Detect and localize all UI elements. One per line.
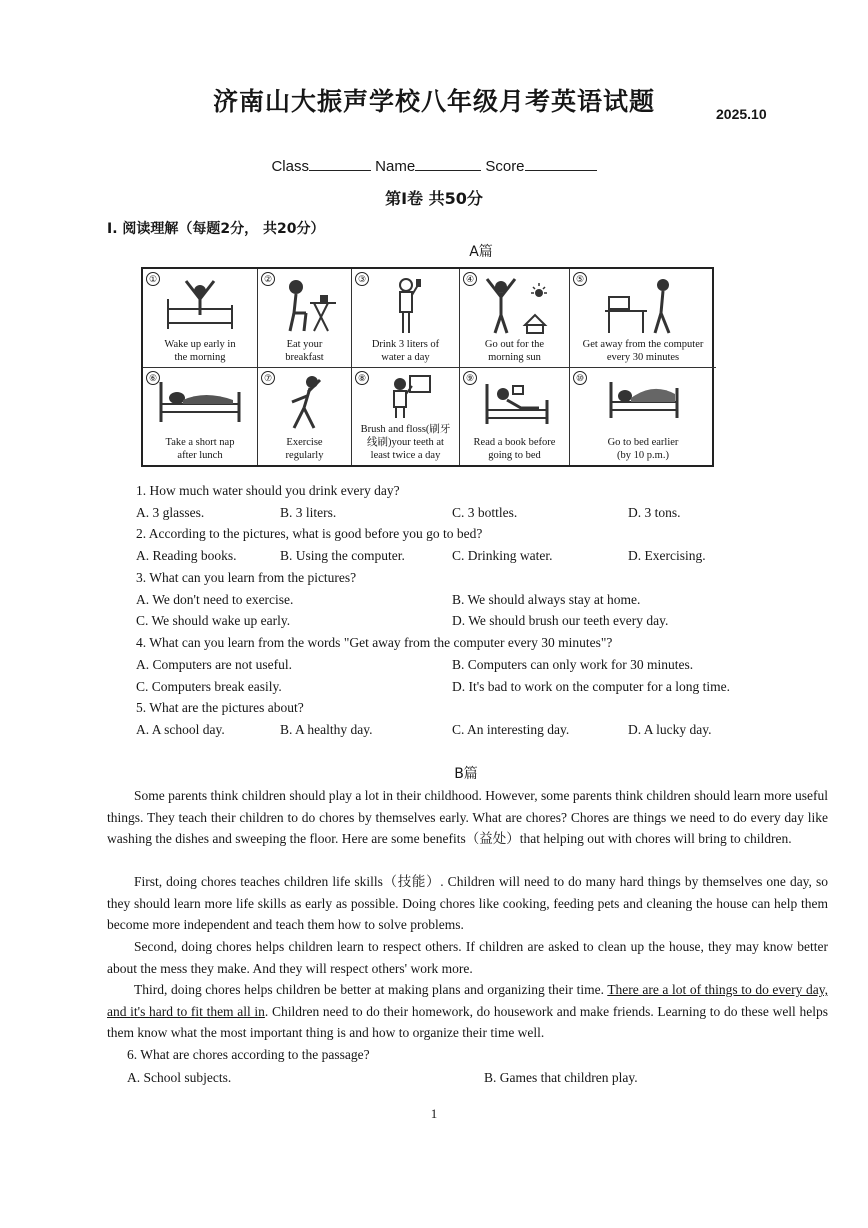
passage-b-paragraph-1: Some parents think children should play a lot in their childhood. However, some parents think children should learn more useful things. They teach their children to do chores by themselves early. What are chores? Chores are things we need to do every day like washing the dishes and sweeping the floor. Here are some benefits（益处）that helping out with chores will bring to children. xyxy=(107,788,828,847)
eating-person-icon xyxy=(270,275,340,335)
exam-title: 济南山大振声学校八年级月考英语试题 xyxy=(212,87,655,116)
picture-cell-8 xyxy=(352,368,460,465)
picture-cell-9 xyxy=(460,368,570,465)
passage-a-title: A篇 xyxy=(469,244,493,260)
underlined-sentence: There are a lot of things to do every day, and it's hard to fit them all in xyxy=(107,982,828,1019)
score-field[interactable] xyxy=(525,156,597,171)
name-label: Name xyxy=(375,158,416,175)
option[interactable]: C. Drinking water. xyxy=(452,548,553,563)
sunshine-person-icon xyxy=(477,275,553,335)
sleeping-in-bed-icon xyxy=(603,374,683,420)
option[interactable]: C. An interesting day. xyxy=(452,722,570,737)
picture-cell-6 xyxy=(143,368,258,465)
picture-number: ④ xyxy=(463,272,477,286)
passage-b-paragraph-3: Second, doing chores helps children learn to respect others. If children are asked to clean up the house, they may know better about the mess they make. And they will respect others' work more. xyxy=(107,939,828,976)
picture-number: ⑧ xyxy=(355,371,369,385)
picture-caption: Go out for the morning sun xyxy=(484,339,545,363)
page-number: 1 xyxy=(430,1106,438,1121)
picture-caption: Exercise regularly xyxy=(285,437,324,461)
question-1-stem: 1. How much water should you drink every day? xyxy=(136,483,400,498)
picture-number: ② xyxy=(261,272,275,286)
picture-caption: Eat your breakfast xyxy=(285,339,324,363)
exercising-person-icon xyxy=(280,374,330,430)
brushing-teeth-icon xyxy=(376,374,436,418)
volume-heading: 第I卷 共50分 xyxy=(385,189,483,208)
option[interactable]: B. 3 liters. xyxy=(280,505,337,520)
computer-desk-icon xyxy=(603,275,683,335)
option[interactable]: B. A healthy day. xyxy=(280,722,373,737)
passage-b-paragraph-4: Third, doing chores helps children be better at making plans and organizing their time. There are a lot of things to do every day, and it's hard to fit them all in. Children need to do their homework, do housework and make friends. Learning to do these well helps them know what the most important thing is and how to organize their time well. xyxy=(107,982,828,1041)
option[interactable]: C. Computers break easily. xyxy=(136,679,282,694)
question-3-stem: 3. What can you learn from the pictures? xyxy=(136,570,357,585)
picture-cell-5 xyxy=(570,269,716,368)
class-label: Class xyxy=(271,158,309,175)
picture-number: ⑨ xyxy=(463,371,477,385)
score-label: Score xyxy=(485,158,525,175)
reading-in-bed-icon xyxy=(477,374,553,428)
picture-caption: Read a book before going to bed xyxy=(473,437,556,461)
picture-cell-2 xyxy=(258,269,352,368)
exam-date: 2025.10 xyxy=(716,106,767,122)
option[interactable]: D. 3 tons. xyxy=(628,505,681,520)
option[interactable]: A. A school day. xyxy=(136,722,225,737)
name-field[interactable] xyxy=(415,156,481,171)
picture-number: ① xyxy=(146,272,160,286)
option[interactable]: A. School subjects. xyxy=(127,1070,232,1085)
picture-grid xyxy=(141,267,714,467)
class-field[interactable] xyxy=(309,156,371,171)
picture-caption: Go to bed earlier (by 10 p.m.) xyxy=(607,437,679,461)
picture-number: ⑤ xyxy=(573,272,587,286)
question-4-stem: 4. What can you learn from the words "Get away from the computer every 30 minutes"? xyxy=(136,635,613,650)
section-heading: I. 阅读理解（每题2分， 共20分） xyxy=(107,221,325,237)
picture-caption: Get away from the computer every 30 minutes xyxy=(582,339,704,363)
picture-cell-4 xyxy=(460,269,570,368)
option[interactable]: B. Using the computer. xyxy=(280,548,405,563)
picture-number: ⑩ xyxy=(573,371,587,385)
option[interactable]: C. 3 bottles. xyxy=(452,505,518,520)
drinking-person-icon xyxy=(376,275,436,335)
option[interactable]: D. A lucky day. xyxy=(628,722,712,737)
picture-caption: Brush and floss(刷牙 线刷)your teeth at least twice a day xyxy=(360,424,451,461)
picture-cell-1 xyxy=(143,269,258,368)
question-5-stem: 5. What are the pictures about? xyxy=(136,700,304,715)
option[interactable]: A. Reading books. xyxy=(136,548,237,563)
option[interactable]: B. Games that children play. xyxy=(484,1070,638,1085)
option[interactable]: D. We should brush our teeth every day. xyxy=(452,613,669,628)
picture-caption: Wake up early in the morning xyxy=(164,339,236,363)
option[interactable]: D. It's bad to work on the computer for a long time. xyxy=(452,679,730,694)
passage-b-title: B篇 xyxy=(454,766,478,782)
question-2-stem: 2. According to the pictures, what is good before you go to bed? xyxy=(136,526,483,541)
option[interactable]: C. We should wake up early. xyxy=(136,613,291,628)
picture-cell-3 xyxy=(352,269,460,368)
picture-cell-10 xyxy=(570,368,716,465)
option[interactable]: B. We should always stay at home. xyxy=(452,592,641,607)
picture-caption: Drink 3 liters of water a day xyxy=(371,339,440,363)
option[interactable]: A. We don't need to exercise. xyxy=(136,592,294,607)
stretching-person-icon xyxy=(160,275,240,335)
student-info-line xyxy=(0,156,868,175)
option[interactable]: A. 3 glasses. xyxy=(136,505,205,520)
picture-number: ⑦ xyxy=(261,371,275,385)
option[interactable]: A. Computers are not useful. xyxy=(136,657,292,672)
picture-caption: Take a short nap after lunch xyxy=(165,437,235,461)
picture-number: ⑥ xyxy=(146,371,160,385)
question-6-stem: 6. What are chores according to the passage? xyxy=(127,1047,370,1062)
picture-cell-7 xyxy=(258,368,352,465)
passage-b-paragraph-2: First, doing chores teaches children life skills（技能）. Children will need to do many hard things by themselves one day, so they should learn more life skills as early as possible. Doing chores like cooking, feeding pets and cleaning the house can help them become more independent and teach them how to solve problems. xyxy=(107,874,828,933)
picture-number: ③ xyxy=(355,272,369,286)
option[interactable]: B. Computers can only work for 30 minutes. xyxy=(452,657,694,672)
option[interactable]: D. Exercising. xyxy=(628,548,706,563)
napping-person-icon xyxy=(155,374,245,426)
